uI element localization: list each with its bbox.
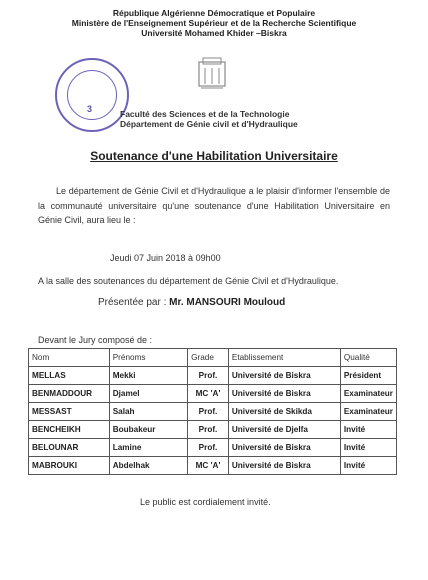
university-logo bbox=[193, 54, 231, 92]
col-header-grade: Grade bbox=[188, 349, 229, 367]
header-university: Université Mohamed Khider –Biskra bbox=[141, 28, 287, 38]
header-republic: République Algérienne Démocratique et Populaire bbox=[112, 8, 316, 18]
jury-qualite: Invité bbox=[340, 421, 396, 439]
jury-nom: BENCHEIKH bbox=[29, 421, 110, 439]
jury-nom: BELOUNAR bbox=[29, 439, 110, 457]
col-header-nom: Nom bbox=[29, 349, 110, 367]
jury-etablissement: Université de Djelfa bbox=[228, 421, 340, 439]
jury-grade: Prof. bbox=[188, 367, 229, 385]
jury-table bbox=[28, 348, 397, 475]
jury-etablissement: Université de Biskra bbox=[228, 457, 340, 475]
jury-grade: Prof. bbox=[188, 439, 229, 457]
jury-label: Devant le Jury composé de : bbox=[38, 335, 153, 345]
jury-etablissement: Université de Biskra bbox=[228, 385, 340, 403]
jury-grade: Prof. bbox=[188, 403, 229, 421]
jury-etablissement: Université de Biskra bbox=[228, 367, 340, 385]
table-row bbox=[29, 403, 397, 421]
stamp-number: 3 bbox=[87, 104, 93, 114]
presented-label: Présentée par : bbox=[98, 297, 167, 308]
table-row bbox=[29, 457, 397, 475]
jury-qualite: Examinateur bbox=[340, 403, 396, 421]
department-name: Département de Génie civil et d'Hydraulique bbox=[120, 119, 298, 129]
defense-date: Jeudi 07 Juin 2018 à 09h00 bbox=[110, 253, 221, 263]
header-ministry: Ministère de l'Enseignement Supérieur et de la Recherche Scientifique bbox=[71, 18, 357, 28]
presenter-name: Mr. MANSOURI Mouloud bbox=[169, 297, 286, 308]
jury-prenom: Lamine bbox=[109, 439, 187, 457]
jury-prenom: Djamel bbox=[109, 385, 187, 403]
table-row bbox=[29, 421, 397, 439]
jury-grade: MC 'A' bbox=[188, 385, 229, 403]
jury-nom: MELLAS bbox=[29, 367, 110, 385]
jury-nom: BENMADDOUR bbox=[29, 385, 110, 403]
jury-nom: MESSAST bbox=[29, 403, 110, 421]
table-row bbox=[29, 439, 397, 457]
jury-prenom: Salah bbox=[109, 403, 187, 421]
faculty-name: Faculté des Sciences et de la Technologie bbox=[120, 109, 290, 119]
official-stamp bbox=[55, 58, 129, 132]
jury-etablissement: Université de Biskra bbox=[228, 439, 340, 457]
jury-nom: MABROUKI bbox=[29, 457, 110, 475]
intro-paragraph: Le département de Génie Civil et d'Hydraulique a le plaisir d'informer l'ensemble de la communauté universitaire qu'une soutenance d'une Habilitation Universitaire en Génie Civil, aura lieu le : bbox=[38, 186, 390, 225]
table-row bbox=[29, 367, 397, 385]
page-title: Soutenance d'une Habilitation Universitaire bbox=[90, 149, 338, 163]
jury-qualite: Invité bbox=[340, 439, 396, 457]
jury-etablissement: Université de Skikda bbox=[228, 403, 340, 421]
table-row bbox=[29, 385, 397, 403]
jury-qualite: Invité bbox=[340, 457, 396, 475]
jury-grade: MC 'A' bbox=[188, 457, 229, 475]
col-header-prenoms: Prénoms bbox=[109, 349, 187, 367]
jury-prenom: Boubakeur bbox=[109, 421, 187, 439]
presenter-line bbox=[98, 297, 285, 308]
jury-grade: Prof. bbox=[188, 421, 229, 439]
col-header-etablissement: Etablissement bbox=[228, 349, 340, 367]
jury-prenom: Mekki bbox=[109, 367, 187, 385]
jury-qualite: Examinateur bbox=[340, 385, 396, 403]
defense-place: A la salle des soutenances du département de Génie Civil et d'Hydraulique. bbox=[38, 276, 339, 286]
jury-qualite: Président bbox=[340, 367, 396, 385]
closing-text: Le public est cordialement invité. bbox=[140, 497, 271, 507]
table-header-row bbox=[29, 349, 397, 367]
faculty-block bbox=[120, 109, 298, 129]
col-header-qualite: Qualité bbox=[340, 349, 396, 367]
jury-prenom: Abdelhak bbox=[109, 457, 187, 475]
